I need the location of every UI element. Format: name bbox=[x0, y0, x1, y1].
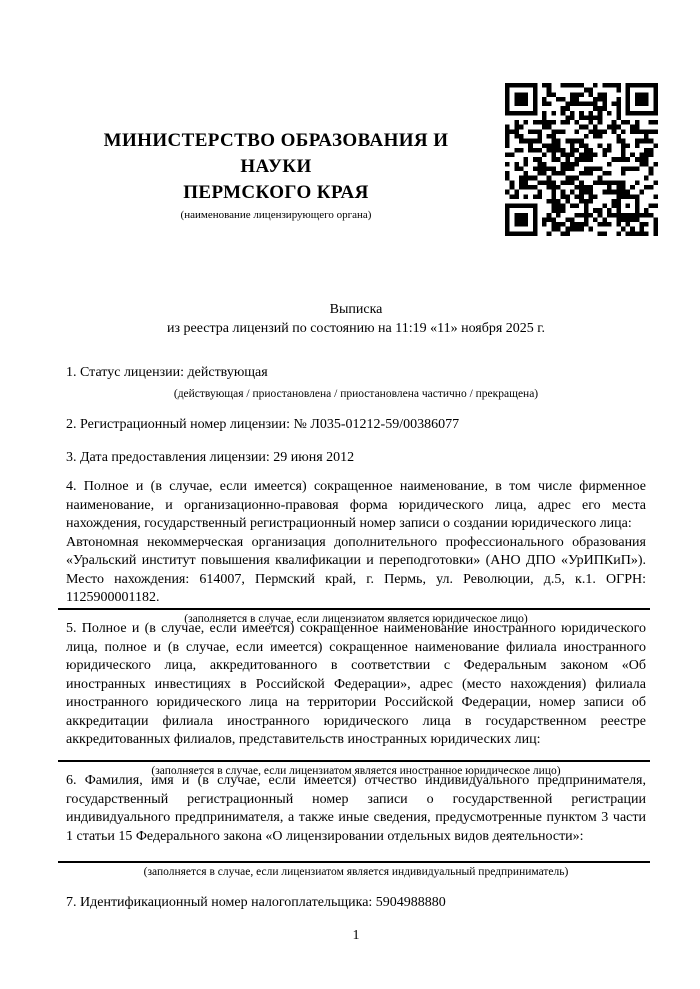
item-foreign-entity-caption: (заполняется в случае, если лицензиатом является иностранное юридическое лицо) bbox=[151, 764, 561, 777]
item-individual-entrepreneur bbox=[66, 772, 646, 879]
item-license-status-caption: (действующая / приостановлена / приостановлена частично / прекращена) bbox=[173, 388, 539, 400]
item-registration-number: 2. Регистрационный номер лицензии: № Л035-01212-59/00386077 bbox=[66, 417, 460, 432]
item-foreign-entity bbox=[66, 620, 646, 778]
item-taxpayer-id: 7. Идентификационный номер налогоплательщика: 5904988880 bbox=[66, 895, 446, 910]
ministry-name-line2: ПЕРМСКОГО КРАЯ bbox=[183, 182, 369, 203]
item-license-grant-date: 3. Дата предоставления лицензии: 29 июня 2012 bbox=[66, 450, 355, 465]
fill-line bbox=[58, 608, 650, 610]
licensing-authority-name bbox=[66, 128, 486, 206]
item-individual-entrepreneur-heading: 6. Фамилия, имя и (в случае, если имеется) отчество индивидуального предпринимателя, государственный регистрационный номер записи о государственной регистрации индивидуального предпринимателя, а также иные сведения, предусмотренные пунктом 3 части 1 статьи 15 Федерального закона «О лицензировании отдельных видов деятельности»: bbox=[66, 773, 646, 844]
item-legal-entity-heading: 4. Полное и (в случае, если имеется) сокращенное наименование, в том числе фирменное наименование, и организационно-правовая форма юридического лица, адрес его места нахождения, государственный регистрационный номер записи о создании юридического лица: bbox=[66, 479, 646, 531]
document-title bbox=[66, 301, 646, 338]
item-legal-entity-value: Автономная некоммерческая организация дополнительного профессионального образования «Уральский институт повышения квалификации и переподготовки» (АНО ДПО «УрИПКиП»). Место нахождения: 614007, Пермский край, г. Пермь, ул. Революции, д.5, к.1. ОГРН: 1125900001182. bbox=[66, 534, 646, 605]
item-license-status: 1. Статус лицензии: действующая bbox=[66, 365, 268, 380]
item-foreign-entity-heading: 5. Полное и (в случае, если имеется) сокращенное наименование иностранного юридического лица, полное и (в случае, если имеется) сокращенное наименование филиала иностранного юридического лица, аккредитованного в соответствии с Федеральным законом «Об иностранных инвестициях в Российской Федерации», адрес (место нахождения) филиала иностранного юридического лица на территории Российской Федерации, номер записи об аккредитации филиала иностранного юридического лица в государственном реестре аккредитованных филиалов, представительств иностранных юридических лиц: bbox=[66, 621, 646, 747]
page-number: 1 bbox=[352, 928, 360, 943]
item-legal-entity-caption: (заполняется в случае, если лицензиатом является юридическое лицо) bbox=[184, 612, 528, 625]
ministry-name-line1: МИНИСТЕРСТВО ОБРАЗОВАНИЯ И НАУКИ bbox=[103, 130, 449, 177]
fill-line bbox=[58, 760, 650, 762]
licensing-authority-caption: (наименование лицензирующего органа) bbox=[180, 209, 372, 221]
qr-code bbox=[505, 83, 658, 236]
document-title-line2: из реестра лицензий по состоянию на 11:19 «11» ноября 2025 г. bbox=[167, 320, 545, 336]
document-title-line1: Выписка bbox=[329, 302, 383, 317]
item-legal-entity bbox=[66, 478, 646, 626]
fill-line bbox=[58, 861, 650, 863]
document-header bbox=[66, 128, 486, 222]
item-individual-entrepreneur-caption: (заполняется в случае, если лицензиатом является индивидуальный предприниматель) bbox=[143, 866, 569, 878]
